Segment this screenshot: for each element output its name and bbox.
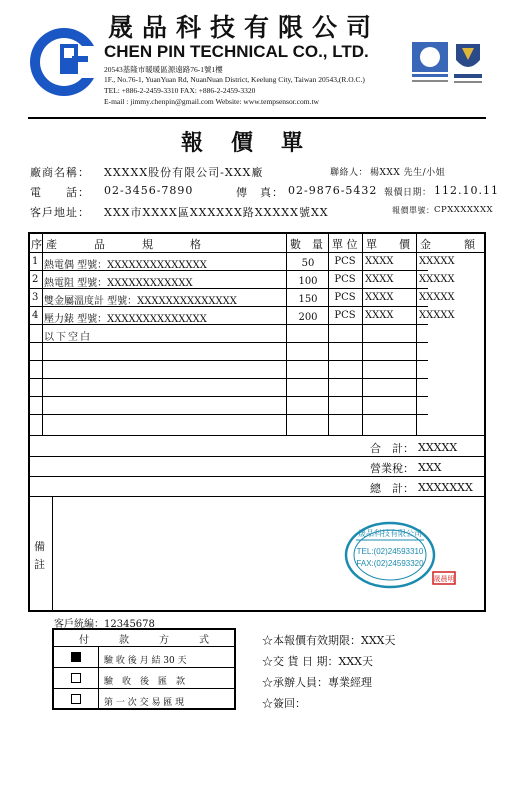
note-delivery: ☆交 貨 日 期：XXX天: [262, 655, 373, 668]
row3-amount: XXXXX: [419, 292, 455, 303]
row2-amount: XXXXX: [419, 274, 455, 285]
tax-value: XXX: [418, 461, 442, 474]
table-rule: [52, 496, 53, 612]
table-rule: [52, 688, 236, 689]
stamp-company-name: 晟品科技有限公司: [358, 529, 422, 538]
row2-unit: PCS: [334, 274, 356, 285]
company-email-website: E-mail : jimmy.chenpin@gmail.com Website: www.tempsensor.com.tw: [104, 97, 319, 106]
header-unit: 單 位: [332, 238, 358, 251]
row2-price: XXXX: [365, 274, 394, 285]
tax-label: 營業稅：: [370, 462, 414, 475]
row2-item: 熱電阻 型號：XXXXXXXXXXXX: [44, 278, 193, 289]
phone-value: 02-3456-7890: [104, 184, 194, 197]
table-rule: [98, 646, 99, 710]
customer-address: XXX市XXXX區XXXXXX路XXXXX號XX: [104, 206, 329, 219]
row4-amount: XXXXX: [419, 310, 455, 321]
row1-seq: 1: [32, 256, 39, 267]
row4-seq: 4: [32, 310, 39, 321]
header-amount: 金 額: [420, 238, 475, 251]
table-rule: [362, 232, 363, 435]
row3-unit: PCS: [334, 292, 356, 303]
row3-price: XXXX: [365, 292, 394, 303]
table-rule: [28, 252, 486, 253]
table-rule: [286, 232, 287, 435]
table-rule: [28, 360, 428, 361]
payment-option-1-label: 驗 收 後 月 結 30 天: [104, 656, 187, 666]
row4-item: 壓力錶 型號：XXXXXXXXXXXXXX: [44, 314, 207, 325]
qa-certification-logo: [410, 40, 450, 88]
seal-text: 晟晨明: [433, 575, 455, 583]
row3-item: 雙金屬溫度計 型號：XXXXXXXXXXXXXX: [44, 296, 237, 307]
row1-amount: XXXXX: [419, 256, 455, 267]
contact-label: 聯絡人：: [330, 168, 369, 178]
payment-option-3-checkbox[interactable]: [71, 694, 81, 704]
table-rule: [28, 496, 486, 497]
company-logo: [28, 26, 100, 98]
note-validity: ☆本報價有效期限：XXX天: [262, 634, 396, 647]
company-address-en: 1F., No.76-1, YuanYuan Rd, NuanNuan District, Keelung City, Taiwan 20543,(R.O.C.): [104, 75, 365, 84]
subtotal-value: XXXXX: [418, 441, 458, 454]
header-price: 單 價: [366, 238, 410, 251]
table-rule: [28, 378, 428, 379]
payment-option-2-label: 驗 收 後 匯 款: [104, 677, 186, 687]
address-label: 客戶地址：: [30, 206, 90, 219]
vendor-label: 廠商名稱：: [30, 166, 90, 179]
table-rule: [28, 435, 486, 436]
quote-number: CPXXXXXXX: [434, 205, 494, 215]
vendor-name: XXXXX股份有限公司-XXX廠: [104, 166, 264, 179]
row4-unit: PCS: [334, 310, 356, 321]
company-name-en: CHEN PIN TECHNICAL CO., LTD.: [104, 42, 369, 61]
row2-seq: 2: [32, 274, 39, 285]
header-item: 產 品 規 格: [46, 238, 202, 251]
payment-option-2-checkbox[interactable]: [71, 673, 81, 683]
row4-price: XXXX: [365, 310, 394, 321]
table-rule: [416, 232, 417, 435]
row3-seq: 3: [32, 292, 39, 303]
personal-seal: [432, 571, 456, 585]
company-address-cn: 20543基隆市暖暖區源遠路76-1號1樓: [104, 65, 223, 74]
customer-number: 客戶統編：12345678: [54, 619, 155, 630]
fax-label: 傳 真：: [236, 186, 284, 199]
note-handler: ☆承辦人員：專業經理: [262, 676, 372, 689]
table-rule: [28, 476, 486, 477]
payment-option-3-label: 第 一 次 交 易 匯 現: [104, 698, 185, 708]
stamp-tel: TEL:(02)24593310: [356, 547, 424, 556]
table-rule: [28, 456, 486, 457]
row1-price: XXXX: [365, 256, 394, 267]
table-rule: [28, 396, 428, 397]
header-divider: [28, 117, 486, 119]
total-label: 總 計：: [370, 482, 414, 495]
header-qty: 數 量: [290, 238, 323, 251]
header-seq: 序: [31, 238, 42, 251]
table-rule: [52, 667, 236, 668]
company-name-cn: 晟品科技有限公司: [108, 13, 381, 42]
row1-qty: 50: [301, 258, 315, 269]
table-rule: [52, 646, 236, 647]
table-rule: [28, 414, 428, 415]
document-title: 報價單: [180, 130, 331, 156]
table-rule: [42, 232, 43, 435]
ukas-accreditation-logo: [452, 40, 484, 88]
remarks-label: 備註: [34, 540, 45, 571]
company-stamp: [344, 520, 436, 590]
row2-qty: 100: [298, 276, 318, 287]
phone-label: 電 話：: [30, 186, 90, 199]
row1-item: 熱電偶 型號：XXXXXXXXXXXXXX: [44, 260, 207, 271]
blank-note: 以下空白: [44, 332, 92, 343]
company-tel-fax: TEL: +886-2-2459-3310 FAX: +886-2-2459-3320: [104, 86, 256, 95]
quote-date: 112.10.11: [434, 184, 499, 197]
quote-date-label: 報價日期：: [384, 188, 432, 198]
note-sign-back: ☆簽回：: [262, 697, 306, 710]
payment-header: 付 款 方 式: [79, 635, 209, 646]
payment-option-1-checkbox[interactable]: [71, 652, 81, 662]
quote-number-label: 報價單號：: [392, 206, 435, 215]
stamp-fax: FAX:(02)24593320: [356, 559, 424, 568]
row3-qty: 150: [298, 294, 318, 305]
fax-value: 02-9876-5432: [288, 184, 378, 197]
row1-unit: PCS: [334, 256, 356, 267]
row4-qty: 200: [298, 312, 318, 323]
contact-name: 楊XXX 先生/小姐: [370, 168, 446, 178]
total-value: XXXXXXX: [418, 481, 473, 494]
subtotal-label: 合 計：: [370, 442, 414, 455]
